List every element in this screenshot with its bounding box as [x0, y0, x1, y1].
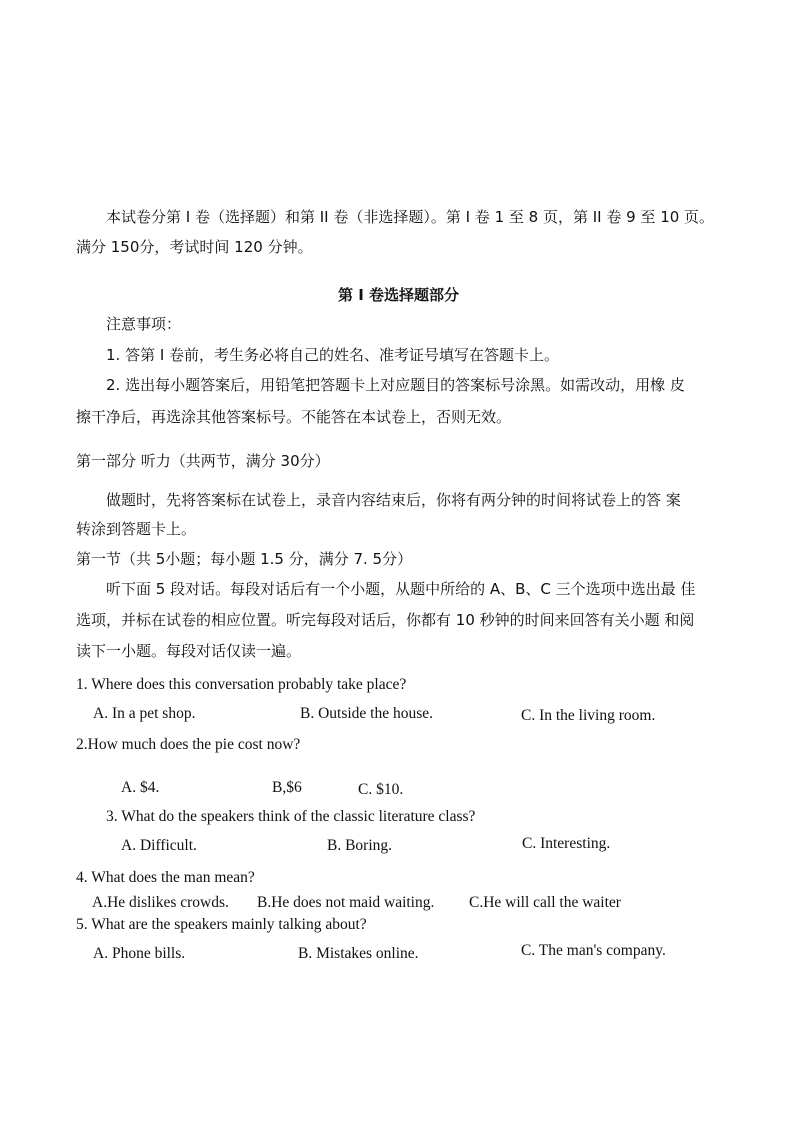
section1-instruction-line-1: 听下面 5 段对话。每段对话后有一个小题，从题中所给的 A、B、C 三个选项中选出最 佳 — [106, 580, 696, 598]
question-2-stem: 2.How much does the pie cost now? — [76, 736, 301, 753]
intro-line-2: 满分 150分，考试时间 120 分钟。 — [76, 238, 313, 256]
question-5-option-b: B. Mistakes online. — [298, 945, 419, 962]
part1-instruction-line-2: 转涂到答题卡上。 — [76, 520, 197, 538]
question-4-option-c: C.He will call the waiter — [469, 894, 621, 911]
notes-item-2-line-2: 擦干净后，再选涂其他答案标号。不能答在本试卷上，否则无效。 — [76, 408, 512, 426]
question-1-option-b: B. Outside the house. — [300, 705, 434, 722]
question-5-option-c: C. The man's company. — [521, 942, 666, 959]
part1-heading: 第一部分 听力（共两节，满分 30分） — [76, 452, 330, 470]
question-4-option-b: B.He does not maid waiting. — [257, 894, 435, 911]
section1-heading: 第一节（共 5小题；每小题 1.5 分，满分 7. 5分） — [76, 550, 413, 568]
question-2-option-b: B,$6 — [272, 779, 302, 796]
question-3-stem: 3. What do the speakers think of the classic literature class? — [106, 808, 476, 825]
question-4-stem: 4. What does the man mean? — [76, 869, 255, 886]
question-2-option-c: C. $10. — [358, 781, 404, 798]
part1-instruction-line-1: 做题时，先将答案标在试卷上，录音内容结束后，你将有两分钟的时间将试卷上的答 案 — [106, 491, 681, 509]
question-1-option-c: C. In the living room. — [521, 707, 656, 724]
question-5-option-a: A. Phone bills. — [93, 945, 186, 962]
notes-heading: 注意事项： — [106, 315, 182, 333]
section-title: 第 I 卷选择题部分 — [338, 286, 460, 304]
notes-item-1: 1. 答第 I 卷前，考生务必将自己的姓名、准考证号填写在答题卡上。 — [106, 346, 560, 364]
question-1-option-a: A. In a pet shop. — [93, 705, 196, 722]
question-4-option-a: A.He dislikes crowds. — [92, 894, 229, 911]
question-3-option-b: B. Boring. — [327, 837, 393, 854]
question-3-option-a: A. Difficult. — [121, 837, 197, 854]
section1-instruction-line-3: 读下一小题。每段对话仅读一遍。 — [76, 642, 302, 660]
intro-line-1: 本试卷分第 I 卷（选择题）和第 II 卷（非选择题）。第 I 卷 1 至 8 页，第 II 卷 9 至 10 页。 — [106, 208, 715, 226]
section1-instruction-line-2: 选项，并标在试卷的相应位置。听完每段对话后，你都有 10 秒钟的时间来回答有关小题 和阅 — [76, 611, 695, 629]
question-3-option-c: C. Interesting. — [522, 835, 611, 852]
question-2-option-a: A. $4. — [121, 779, 160, 796]
question-5-stem: 5. What are the speakers mainly talking about? — [76, 916, 367, 933]
notes-item-2-line-1: 2. 选出每小题答案后，用铅笔把答题卡上对应题目的答案标号涂黑。如需改动，用橡 皮 — [106, 376, 685, 394]
question-1-stem: 1. Where does this conversation probably take place? — [76, 676, 407, 693]
